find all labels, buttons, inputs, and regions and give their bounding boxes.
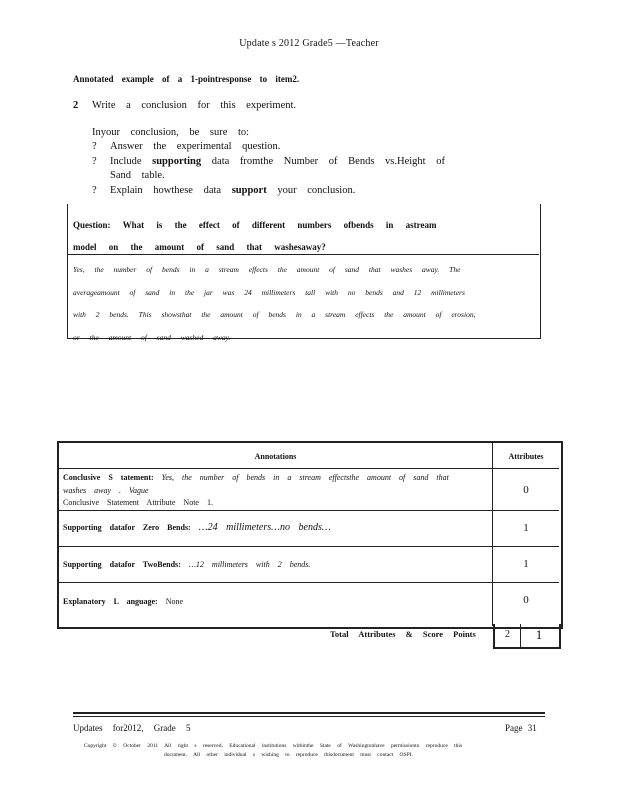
row-line: Conclusive Statement Attribute Note 1. <box>63 498 213 507</box>
row-content: None <box>165 597 184 606</box>
response-divider <box>67 254 539 255</box>
page-header: Update s 2012 Grade5 —Teacher <box>239 38 379 49</box>
score-conclusive: 0 <box>523 484 529 496</box>
response-line: Yes, the number of bends in a stream effects the amount of sand that washes away. The <box>73 265 461 274</box>
bullet-text-post: your conclusion. <box>266 185 356 196</box>
score-two-bends: 1 <box>523 558 529 570</box>
table-row-divider <box>59 546 559 547</box>
bullet-marker: ? <box>92 141 97 152</box>
row-content: …12 millimeters with 2 bends. <box>188 560 311 569</box>
row-label: Explanatory L anguage: <box>63 597 158 606</box>
response-line: averageamount of sand in the jar was 24 millimeters tall with no bends and 12 millimeters <box>73 287 465 297</box>
footer-rule <box>73 712 545 714</box>
bullet-text: Answer the experimental question. <box>110 141 281 152</box>
bullet-text-bold: supporting <box>152 156 202 167</box>
bullet-text-bold: support <box>231 185 267 196</box>
row-content-line2: washes away . Vague <box>63 485 149 495</box>
footer-rule-thin <box>73 716 545 717</box>
table-row-conclusive <box>63 472 483 510</box>
question-number: 2 <box>73 100 79 111</box>
row-label: Supporting datafor Zero Bends: <box>63 523 191 532</box>
response-line: with 2 bends. This showsthat the amount of bends in a stream effects the amount of erosion, <box>73 310 476 319</box>
row-label: Conclusive S tatement: <box>63 473 154 482</box>
footer-page-number: Page 31 <box>505 723 537 733</box>
bullet-text-pre: Explain howthese data <box>110 185 232 196</box>
score-zero-bends: 1 <box>523 522 529 534</box>
table-row-two-bends <box>63 559 483 572</box>
response-line: or the amount of sand washed away. <box>73 332 231 342</box>
row-line <box>63 485 483 498</box>
row-content: …24 millimeters…no bends… <box>198 522 331 533</box>
header-annotations: Annotations <box>254 452 297 461</box>
question-text: Write a conclusion for this experiment. <box>92 100 297 111</box>
bullet-text-pre: Include <box>110 156 153 167</box>
header-attributes: Attributes <box>508 452 544 461</box>
table-row-divider <box>59 510 559 511</box>
bullet-marker: ? <box>92 185 97 196</box>
annotation-title: Annotated example of a 1-pointresponse to item2. <box>73 74 300 84</box>
row-content: Yes, the number of bends in a stream effectsthe amount of sand that <box>153 473 449 482</box>
copyright-line: document. All other individual s wishing to reproduce thisdocument must contact OSPI. <box>164 752 413 758</box>
table-row-divider <box>59 582 559 583</box>
response-question <box>73 214 493 258</box>
bullet-text: Sand table. <box>110 170 165 181</box>
response-question-line: model on the amount of sand that washesaway? <box>73 242 326 252</box>
table-row-explanatory <box>63 596 483 609</box>
student-response-text <box>73 259 513 349</box>
footer-left: Updates for2012, Grade 5 <box>73 723 191 733</box>
total-label: Total Attributes & Score Points <box>330 629 476 639</box>
score-explanatory: 0 <box>523 594 529 606</box>
bullet-text-post: data fromthe Number of Bends vs.Height of <box>201 156 445 167</box>
instructions-intro: Inyour conclusion, be sure to: <box>92 127 250 138</box>
copyright-line: Copyright © October 2011 All right s reserved. Educational institutions withinthe State of Washingtonhave permissionto reproduce this <box>84 743 463 749</box>
table-row-zero-bends <box>63 522 483 535</box>
response-question-line: Question: What is the effect of different numbers ofbends in astream <box>73 220 437 230</box>
bullet-marker: ? <box>92 156 97 167</box>
bullet-text <box>110 156 445 167</box>
bullet-text <box>110 185 355 196</box>
total-attributes: 2 <box>505 629 510 640</box>
copyright-notice <box>84 742 534 760</box>
row-label: Supporting datafor TwoBends: <box>63 560 181 569</box>
row-line <box>63 472 483 485</box>
total-score: 1 <box>535 627 543 642</box>
